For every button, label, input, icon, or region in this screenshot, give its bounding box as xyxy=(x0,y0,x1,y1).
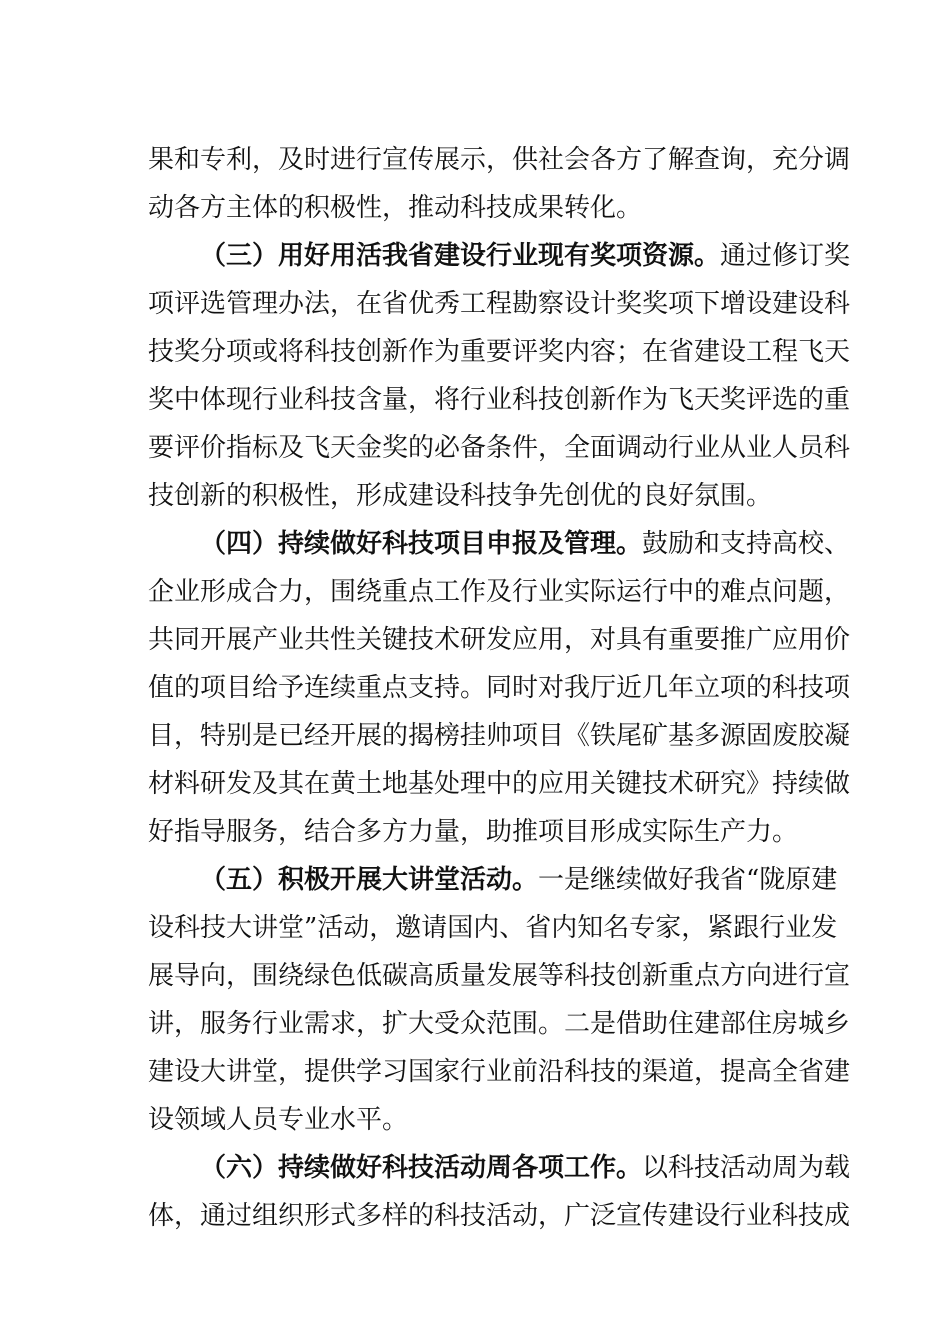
paragraph-5-first-line xyxy=(200,858,838,902)
paragraph-3-first-line xyxy=(200,234,851,278)
paragraph-line: 值的项目给予连续重点支持。同时对我厅近几年立项的科技项 xyxy=(148,673,851,703)
paragraph-line: 要评价指标及飞天金奖的必备条件，全面调动行业从业人员科 xyxy=(148,433,851,463)
paragraph-line: 体，通过组织形式多样的科技活动，广泛宣传建设行业科技成 xyxy=(148,1201,851,1231)
paragraph-line: 材料研发及其在黄土地基处理中的应用关键技术研究》持续做 xyxy=(148,769,851,799)
paragraph-line: 设科技大讲堂”活动，邀请国内、省内知名专家，紧跟行业发 xyxy=(148,913,838,943)
section-heading-4: （四）持续做好科技项目申报及管理。 xyxy=(200,529,643,559)
paragraph-line: 讲，服务行业需求，扩大受众范围。二是借助住建部住房城乡 xyxy=(148,1009,851,1039)
paragraph-line: 共同开展产业共性关键技术研发应用，对具有重要推广应用价 xyxy=(148,625,851,655)
paragraph-line: 技奖分项或将科技创新作为重要评奖内容；在省建设工程飞天 xyxy=(148,337,851,367)
paragraph-line: 项评选管理办法，在省优秀工程勘察设计奖奖项下增设建设科 xyxy=(148,289,851,319)
paragraph-line: 目，特别是已经开展的揭榜挂帅项目《铁尾矿基多源固废胶凝 xyxy=(148,721,851,751)
paragraph-line: 果和专利，及时进行宣传展示，供社会各方了解查询，充分调 xyxy=(148,145,851,175)
paragraph-line: 好指导服务，结合多方力量，助推项目形成实际生产力。 xyxy=(148,817,799,847)
paragraph-line: 技创新的积极性，形成建设科技争先创优的良好氛围。 xyxy=(148,481,773,511)
paragraph-text: 一是继续做好我省“陇原建 xyxy=(538,865,838,895)
paragraph-line: 展导向，围绕绿色低碳高质量发展等科技创新重点方向进行宣 xyxy=(148,961,851,991)
paragraph-line: 动各方主体的积极性，推动科技成果转化。 xyxy=(148,193,643,223)
paragraph-text: 通过修订奖 xyxy=(720,241,851,271)
paragraph-line: 建设大讲堂，提供学习国家行业前沿科技的渠道，提高全省建 xyxy=(148,1057,851,1087)
section-heading-6: （六）持续做好科技活动周各项工作。 xyxy=(200,1153,643,1183)
paragraph-text: 鼓励和支持高校、 xyxy=(642,529,851,559)
paragraph-6-first-line xyxy=(200,1146,851,1190)
section-heading-3: （三）用好用活我省建设行业现有奖项资源。 xyxy=(200,241,721,271)
paragraph-text: 以科技活动周为载 xyxy=(642,1153,851,1183)
section-heading-5: （五）积极开展大讲堂活动。 xyxy=(200,865,539,895)
paragraph-line: 奖中体现行业科技含量，将行业科技创新作为飞天奖评选的重 xyxy=(148,385,851,415)
paragraph-line: 企业形成合力，围绕重点工作及行业实际运行中的难点问题， xyxy=(148,577,851,607)
paragraph-4-first-line xyxy=(200,522,851,566)
paragraph-line: 设领域人员专业水平。 xyxy=(148,1105,409,1135)
